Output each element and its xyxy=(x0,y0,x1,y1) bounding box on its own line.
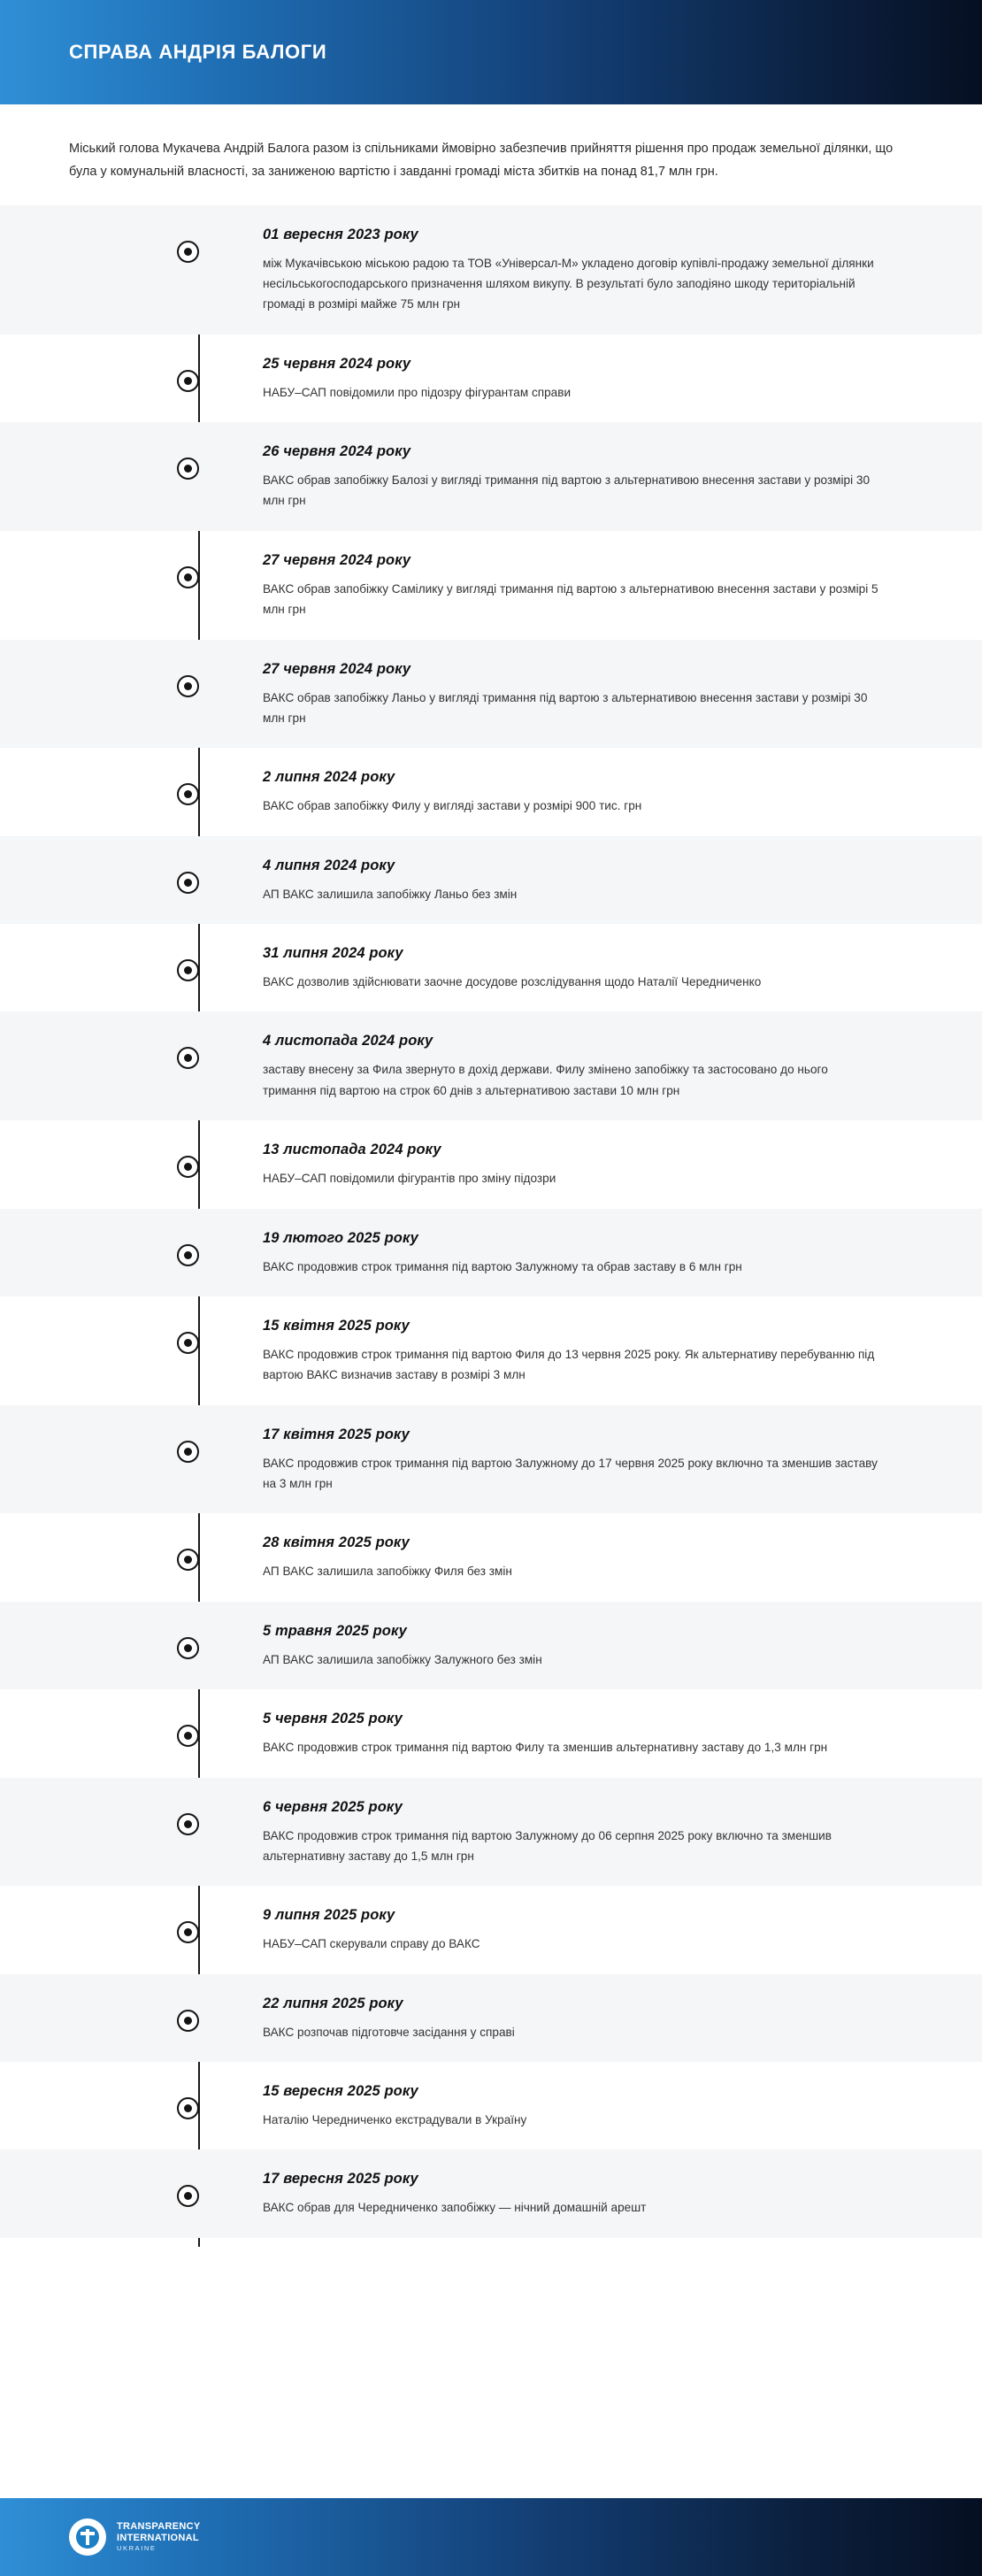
timeline-dot-icon xyxy=(177,458,199,480)
timeline-event xyxy=(0,2062,982,2149)
timeline-dot-icon xyxy=(177,1156,199,1178)
page-header xyxy=(0,0,982,104)
timeline-axis-cell xyxy=(0,1709,199,1757)
timeline-event-text: ВАКС дозволив здійснювати заочне досудове розслідування щодо Наталії Чередниченко xyxy=(263,975,762,989)
logo-line-2: INTERNATIONAL xyxy=(117,2532,199,2543)
timeline-event-date: 17 квітня 2025 року xyxy=(263,1426,410,1442)
timeline-event-date: 28 квітня 2025 року xyxy=(263,1534,410,1551)
timeline-event-date: 5 червня 2025 року xyxy=(263,1711,403,1727)
timeline-dot-icon xyxy=(177,959,199,981)
timeline-event xyxy=(0,1886,982,1973)
timeline-event-body xyxy=(199,2169,913,2218)
timeline-event xyxy=(0,640,982,749)
timeline-event-text: НАБУ–САП скерували справу до ВАКС xyxy=(263,1937,480,1951)
timeline-event-body xyxy=(199,1425,913,1495)
organization-logo xyxy=(69,2518,200,2556)
timeline-dot-icon xyxy=(177,1813,199,1835)
timeline-event-date: 6 червня 2025 року xyxy=(263,1798,403,1815)
timeline-event-date: 19 лютого 2025 року xyxy=(263,1229,418,1246)
timeline-event-body xyxy=(199,856,913,904)
timeline-axis-cell xyxy=(0,1316,199,1386)
transparency-international-icon xyxy=(69,2518,106,2556)
timeline-event-date: 4 липня 2024 року xyxy=(263,857,395,873)
timeline-event-body xyxy=(199,225,913,315)
timeline-dot-icon xyxy=(177,1244,199,1266)
timeline-dot-icon xyxy=(177,370,199,392)
intro-paragraph: Міський голова Мукачева Андрій Балога разом із спільниками ймовірно забезпечив прийняття рішення про продаж земельної ділянки, що була у комунальній власності, за заниженою вартістю і завданні громаді міста збитків на понад 81,7 млн грн. xyxy=(69,142,894,179)
timeline-event-date: 15 квітня 2025 року xyxy=(263,1317,410,1334)
timeline-axis-cell xyxy=(0,1533,199,1581)
page-title: СПРАВА АНДРІЯ БАЛОГИ xyxy=(69,41,327,63)
timeline-event xyxy=(0,836,982,924)
timeline-axis-cell xyxy=(0,1425,199,1495)
timeline-event xyxy=(0,205,982,334)
timeline-event-body xyxy=(199,2081,913,2130)
logo-line-4: UKRAINE xyxy=(117,2544,157,2553)
timeline-axis-cell xyxy=(0,1228,199,1277)
timeline-event-body xyxy=(199,1031,913,1101)
timeline-axis-cell xyxy=(0,1797,199,1867)
timeline-dot-icon xyxy=(177,1725,199,1747)
timeline-event-date: 9 липня 2025 року xyxy=(263,1907,395,1924)
timeline-event xyxy=(0,1209,982,1296)
timeline-dot-icon xyxy=(177,1441,199,1463)
timeline-event-date: 13 листопада 2024 року xyxy=(263,1142,441,1158)
timeline-event xyxy=(0,334,982,422)
timeline-event-date: 17 вересня 2025 року xyxy=(263,2171,418,2188)
timeline-dot-icon xyxy=(177,2185,199,2207)
timeline-event-text: ВАКС розпочав підготовче засідання у справі xyxy=(263,2025,515,2039)
timeline-event xyxy=(0,748,982,835)
timeline-event-text: ВАКС продовжив строк тримання під вартою Филу та зменшив альтернативну заставу до 1,3 млн грн xyxy=(263,1741,828,1755)
timeline-event-body xyxy=(199,1533,913,1581)
timeline-event-body xyxy=(199,1621,913,1670)
timeline-event-text: ВАКС обрав запобіжку Ланьо у вигляді тримання під вартою з альтернативою внесення застави у розмірі 30 млн грн xyxy=(263,690,868,725)
timeline-dot-icon xyxy=(177,675,199,697)
timeline-event xyxy=(0,1689,982,1777)
timeline-event-text: ВАКС продовжив строк тримання під вартою Залужному та обрав заставу в 6 млн грн xyxy=(263,1259,742,1273)
timeline-event-body xyxy=(199,1316,913,1386)
timeline-dot-icon xyxy=(177,872,199,894)
timeline-axis-cell xyxy=(0,1031,199,1101)
timeline-event xyxy=(0,1011,982,1120)
logo-line-1: TRANSPARENCY xyxy=(117,2521,201,2533)
timeline-event-text: АП ВАКС залишила запобіжку Филя без змін xyxy=(263,1565,512,1579)
timeline-axis-cell xyxy=(0,354,199,403)
timeline-event-date: 27 червня 2024 року xyxy=(263,551,411,568)
timeline-event-date: 25 червня 2024 року xyxy=(263,355,411,372)
timeline-event-body xyxy=(199,354,913,403)
timeline-axis-cell xyxy=(0,2081,199,2130)
timeline-event-text: ВАКС обрав запобіжку Самілику у вигляді тримання під вартою з альтернативою внесення застави у розмірі 5 млн грн xyxy=(263,581,878,617)
timeline-axis-cell xyxy=(0,856,199,904)
page-footer xyxy=(0,2498,982,2576)
timeline-event-body xyxy=(199,1905,913,1954)
timeline-axis-cell xyxy=(0,1905,199,1954)
timeline-dot-icon xyxy=(177,2097,199,2119)
timeline-event xyxy=(0,1974,982,2062)
timeline-event-date: 5 травня 2025 року xyxy=(263,1622,407,1639)
timeline-event-text: ВАКС продовжив строк тримання під вартою Филя до 13 червня 2025 року. Як альтернативу перебуванню під вартою ВАКС визначив заставу в розмірі 3 млн xyxy=(263,1347,875,1382)
timeline-axis-cell xyxy=(0,943,199,992)
timeline-event-body xyxy=(199,1797,913,1867)
timeline-axis-cell xyxy=(0,225,199,315)
timeline-dot-icon xyxy=(177,1332,199,1354)
timeline xyxy=(0,205,982,2247)
timeline-event xyxy=(0,422,982,531)
timeline-axis-cell xyxy=(0,442,199,511)
timeline-event-text: Наталію Чередниченко екстрадували в Україну xyxy=(263,2113,527,2127)
timeline-axis-cell xyxy=(0,659,199,729)
timeline-event-text: АП ВАКС залишила запобіжку Ланьо без змін xyxy=(263,887,518,901)
timeline-event-text: ВАКС продовжив строк тримання під вартою Залужному до 17 червня 2025 року включно та зменшив заставу на 3 млн грн xyxy=(263,1456,878,1491)
timeline-event-text: АП ВАКС залишила запобіжку Залужного без змін xyxy=(263,1652,542,1666)
timeline-event-date: 31 липня 2024 року xyxy=(263,945,403,962)
timeline-axis-cell xyxy=(0,2169,199,2218)
timeline-event xyxy=(0,1120,982,1208)
timeline-axis-cell xyxy=(0,1140,199,1188)
timeline-event-body xyxy=(199,1994,913,2042)
timeline-event-body xyxy=(199,1709,913,1757)
timeline-event-date: 01 вересня 2023 року xyxy=(263,226,418,242)
timeline-event-body xyxy=(199,767,913,816)
timeline-event-text: ВАКС обрав для Чередниченко запобіжку — нічний домашній арешт xyxy=(263,2201,647,2215)
timeline-event xyxy=(0,1602,982,1689)
timeline-event-date: 22 липня 2025 року xyxy=(263,1995,403,2011)
timeline-event xyxy=(0,1296,982,1405)
timeline-event-body xyxy=(199,659,913,729)
timeline-event-text: заставу внесену за Фила звернуто в дохід держави. Филу змінено запобіжку та застосовано до нього тримання під вартою на строк 60 днів з альтернативою застави 10 млн грн xyxy=(263,1063,828,1097)
timeline-axis-cell xyxy=(0,767,199,816)
timeline-event-text: ВАКС обрав запобіжку Филу у вигляді застави у розмірі 900 тис. грн xyxy=(263,799,642,813)
timeline-event xyxy=(0,1513,982,1601)
timeline-dot-icon xyxy=(177,1549,199,1571)
timeline-event xyxy=(0,2149,982,2237)
intro-section xyxy=(0,104,982,205)
timeline-event-body xyxy=(199,1228,913,1277)
timeline-dot-icon xyxy=(177,566,199,588)
timeline-event-text: ВАКС продовжив строк тримання під вартою Залужному до 06 серпня 2025 року включно та зменшив альтернативну заставу до 1,5 млн грн xyxy=(263,1828,832,1863)
timeline-axis-cell xyxy=(0,1994,199,2042)
timeline-dot-icon xyxy=(177,783,199,805)
timeline-event-date: 2 липня 2024 року xyxy=(263,769,395,786)
timeline-dot-icon xyxy=(177,2010,199,2032)
timeline-event-date: 27 червня 2024 року xyxy=(263,660,411,677)
timeline-axis-cell xyxy=(0,550,199,620)
timeline-dot-icon xyxy=(177,1047,199,1069)
timeline-event-body xyxy=(199,1140,913,1188)
timeline-event-date: 15 вересня 2025 року xyxy=(263,2083,418,2100)
timeline-axis-cell xyxy=(0,1621,199,1670)
timeline-dot-icon xyxy=(177,1921,199,1943)
timeline-event-text: між Мукачівською міською радою та ТОВ «Універсал-М» укладено договір купівлі-продажу земельної ділянки несільськогосподарського призначення шляхом викупу. В результаті було заподіяно шкоду територіальній громаді в розмірі майже 75 млн грн xyxy=(263,256,874,311)
timeline-event xyxy=(0,924,982,1011)
timeline-event-body xyxy=(199,550,913,620)
timeline-event xyxy=(0,531,982,640)
timeline-event-text: НАБУ–САП повідомили фігурантів про зміну підозри xyxy=(263,1172,556,1186)
timeline-event-date: 26 червня 2024 року xyxy=(263,443,411,460)
timeline-event-text: НАБУ–САП повідомили про підозру фігурантам справи xyxy=(263,385,572,399)
timeline-event xyxy=(0,1405,982,1514)
timeline-event-date: 4 листопада 2024 року xyxy=(263,1033,433,1050)
timeline-dot-icon xyxy=(177,241,199,263)
timeline-event-text: ВАКС обрав запобіжку Балозі у вигляді тримання під вартою з альтернативою внесення застави у розмірі 30 млн грн xyxy=(263,473,871,508)
timeline-event-body xyxy=(199,943,913,992)
timeline-dot-icon xyxy=(177,1637,199,1659)
timeline-event-body xyxy=(199,442,913,511)
timeline-event xyxy=(0,1778,982,1887)
